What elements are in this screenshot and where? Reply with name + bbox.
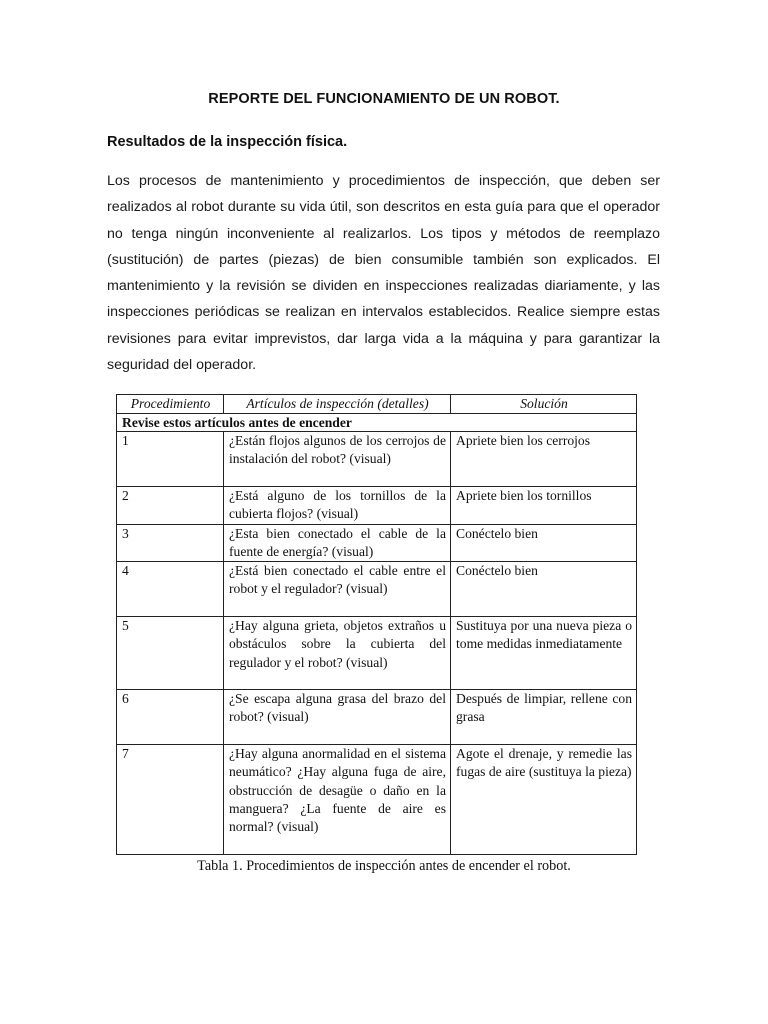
- cell-solution: Después de limpiar, rellene con grasa: [451, 690, 637, 745]
- cell-article: ¿Hay alguna anormalidad en el sistema neumático? ¿Hay alguna fuga de aire, obstrucción de desagüe o daño en la manguera? ¿La fuente de aire es normal? (visual): [224, 745, 451, 855]
- cell-solution: Conéctelo bien: [451, 524, 637, 562]
- table-row: [117, 745, 637, 855]
- header-article: Artículos de inspección (detalles): [224, 395, 451, 414]
- cell-solution: Apriete bien los tornillos: [451, 487, 637, 525]
- table-row: [117, 562, 637, 617]
- cell-procedure: 3: [117, 524, 224, 562]
- table-caption: Tabla 1. Procedimientos de inspección antes de encender el robot.: [197, 858, 571, 874]
- table-row: [117, 617, 637, 690]
- cell-procedure: 7: [117, 745, 224, 855]
- table-header-row: [117, 395, 637, 414]
- cell-procedure: 1: [117, 432, 224, 487]
- cell-article: ¿Esta bien conectado el cable de la fuente de energía? (visual): [224, 524, 451, 562]
- cell-procedure: 4: [117, 562, 224, 617]
- group-label: Revise estos artículos antes de encender: [117, 414, 637, 432]
- cell-solution: Apriete bien los cerrojos: [451, 432, 637, 487]
- cell-procedure: 5: [117, 617, 224, 690]
- cell-solution: Conéctelo bien: [451, 562, 637, 617]
- table-row: [117, 690, 637, 745]
- intro-paragraph: Los procesos de mantenimiento y procedimientos de inspección, que deben ser realizados al robot durante su vida útil, son descritos en esta guía para que el operador no tenga ningún inconveniente al realizarlos. Los tipos y métodos de reemplazo (sustitución) de partes (piezas) de bien consumible también son explicados. El mantenimiento y la revisión se dividen en inspecciones realizadas diariamente, y las inspecciones periódicas se realizan en intervalos establecidos. Realice siempre estas revisiones para evitar imprevistos, dar larga vida a la máquina y para garantizar la seguridad del operador.: [107, 173, 660, 374]
- cell-solution: Sustituya por una nueva pieza o tome medidas inmediatamente: [451, 617, 637, 690]
- cell-procedure: 6: [117, 690, 224, 745]
- header-procedure: Procedimiento: [117, 395, 224, 414]
- cell-solution: Agote el drenaje, y remedie las fugas de aire (sustituya la pieza): [451, 745, 637, 855]
- inspection-table: [116, 394, 637, 855]
- table-row: [117, 524, 637, 562]
- header-solution: Solución: [451, 395, 637, 414]
- cell-article: ¿Está alguno de los tornillos de la cubierta flojos? (visual): [224, 487, 451, 525]
- cell-article: ¿Está bien conectado el cable entre el robot y el regulador? (visual): [224, 562, 451, 617]
- cell-procedure: 2: [117, 487, 224, 525]
- cell-article: ¿Se escapa alguna grasa del brazo del robot? (visual): [224, 690, 451, 745]
- document-title: REPORTE DEL FUNCIONAMIENTO DE UN ROBOT.: [208, 91, 560, 107]
- cell-article: ¿Están flojos algunos de los cerrojos de instalación del robot? (visual): [224, 432, 451, 487]
- cell-article: ¿Hay alguna grieta, objetos extraños u obstáculos sobre la cubierta del regulador y el robot? (visual): [224, 617, 451, 690]
- table-row: [117, 487, 637, 525]
- table-row: [117, 432, 637, 487]
- table-group-row: [117, 414, 637, 432]
- section-heading: Resultados de la inspección física.: [107, 134, 348, 150]
